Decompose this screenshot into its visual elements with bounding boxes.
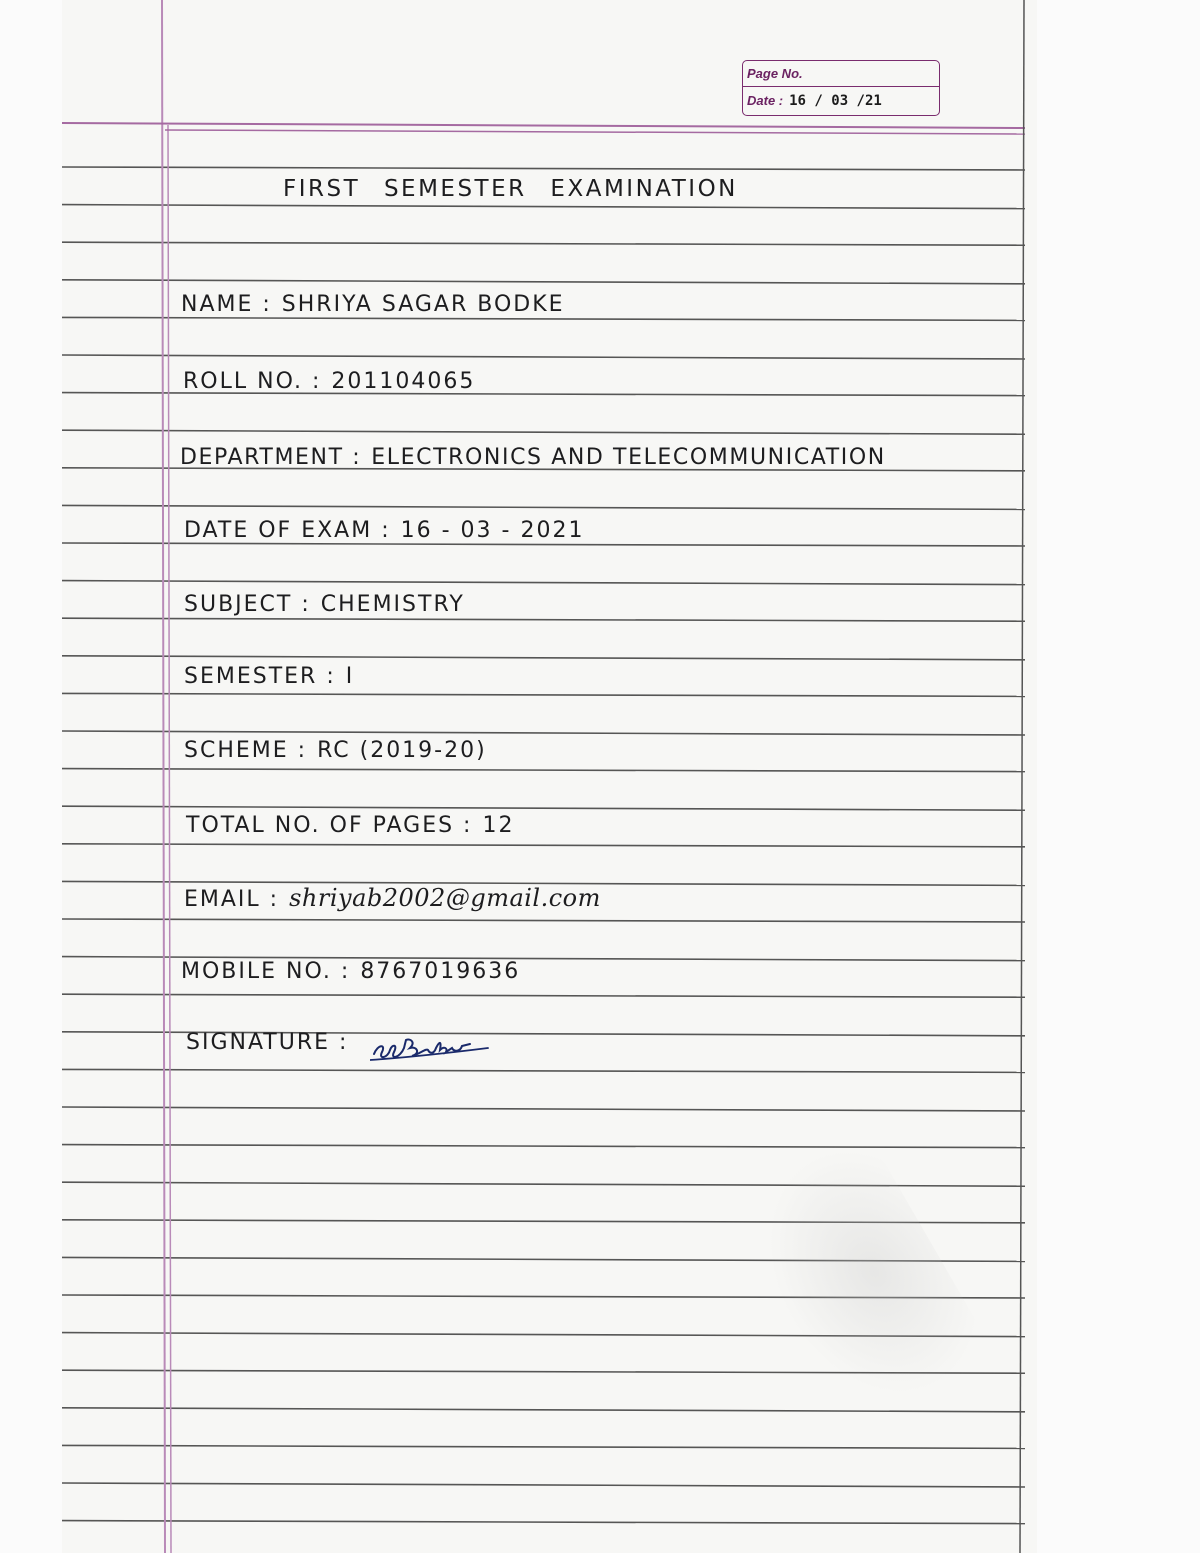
email-field [184, 884, 601, 912]
rule-line [62, 994, 1025, 997]
signature-field [186, 1030, 348, 1055]
name-field [181, 292, 565, 317]
rule-line [62, 242, 1025, 245]
total-pages-label: TOTAL NO. OF PAGES : [186, 813, 473, 838]
left-margin-line [162, 0, 165, 1553]
rule-line [62, 656, 1025, 660]
rule-line [62, 280, 1025, 284]
subject-value: CHEMISTRY [320, 592, 465, 617]
scheme-value: RC (2019-20) [317, 738, 487, 763]
page-date-box [742, 60, 940, 116]
rule-line [62, 355, 1025, 359]
rule-line [62, 317, 1025, 320]
header-line [62, 123, 1025, 128]
rule-line [62, 1107, 1025, 1111]
rule-line [62, 769, 1025, 772]
date-label: Date : [747, 93, 784, 108]
rule-line [62, 430, 1025, 434]
semester-field [184, 664, 354, 689]
rule-line [62, 693, 1025, 696]
rule-line [62, 167, 1025, 170]
rule-line [62, 919, 1025, 922]
mobile-label: MOBILE NO. : [181, 959, 351, 984]
header-line-2 [165, 130, 1025, 134]
signature-label: SIGNATURE : [186, 1030, 349, 1055]
rule-line [62, 806, 1025, 810]
scheme-field [184, 738, 487, 763]
left-margin-line-2 [168, 125, 171, 1553]
rule-line [62, 581, 1025, 585]
semester-label: SEMESTER : [184, 664, 336, 689]
department-field [180, 445, 886, 470]
name-value: SHRIYA SAGAR BODKE [281, 292, 565, 317]
date-of-exam-field [184, 518, 584, 543]
rule-line [62, 844, 1025, 847]
rule-line [62, 505, 1025, 509]
roll-no-field [183, 369, 475, 394]
date-row [743, 88, 939, 114]
department-label: DEPARTMENT : [180, 445, 362, 470]
mobile-value: 8767019636 [360, 959, 521, 984]
rule-line [62, 1445, 1025, 1448]
roll-no-label: ROLL NO. : [183, 369, 322, 394]
page-edge [1020, 0, 1024, 1553]
subject-field [184, 592, 465, 617]
page-no-label: Page No. [747, 66, 803, 81]
rule-line [62, 1145, 1025, 1148]
date-value: 16 / 03 /21 [789, 93, 882, 109]
rule-line [62, 1521, 1025, 1524]
total-pages-value: 12 [482, 813, 515, 838]
page-title: FIRST SEMESTER EXAMINATION [283, 176, 738, 202]
roll-no-value: 201104065 [331, 369, 476, 394]
rule-line [62, 618, 1025, 621]
rule-line [62, 1483, 1025, 1487]
page-no-row [743, 61, 939, 87]
department-value: ELECTRONICS AND TELECOMMUNICATION [371, 445, 886, 470]
handwritten-signature [370, 1030, 490, 1064]
rule-line [62, 205, 1025, 209]
subject-label: SUBJECT : [184, 592, 311, 617]
name-label: NAME : [181, 292, 272, 317]
scheme-label: SCHEME : [184, 738, 308, 763]
rule-line [62, 731, 1025, 735]
email-value: shriyab2002@gmail.com [289, 884, 601, 912]
date-of-exam-label: DATE OF EXAM : [184, 518, 391, 543]
mobile-field [181, 959, 520, 984]
rule-line [62, 1069, 1025, 1072]
rule-line [62, 543, 1025, 546]
email-label: EMAIL : [184, 887, 280, 912]
date-of-exam-value: 16 - 03 - 2021 [400, 518, 585, 543]
semester-value: I [345, 664, 355, 689]
total-pages-field [186, 813, 514, 838]
